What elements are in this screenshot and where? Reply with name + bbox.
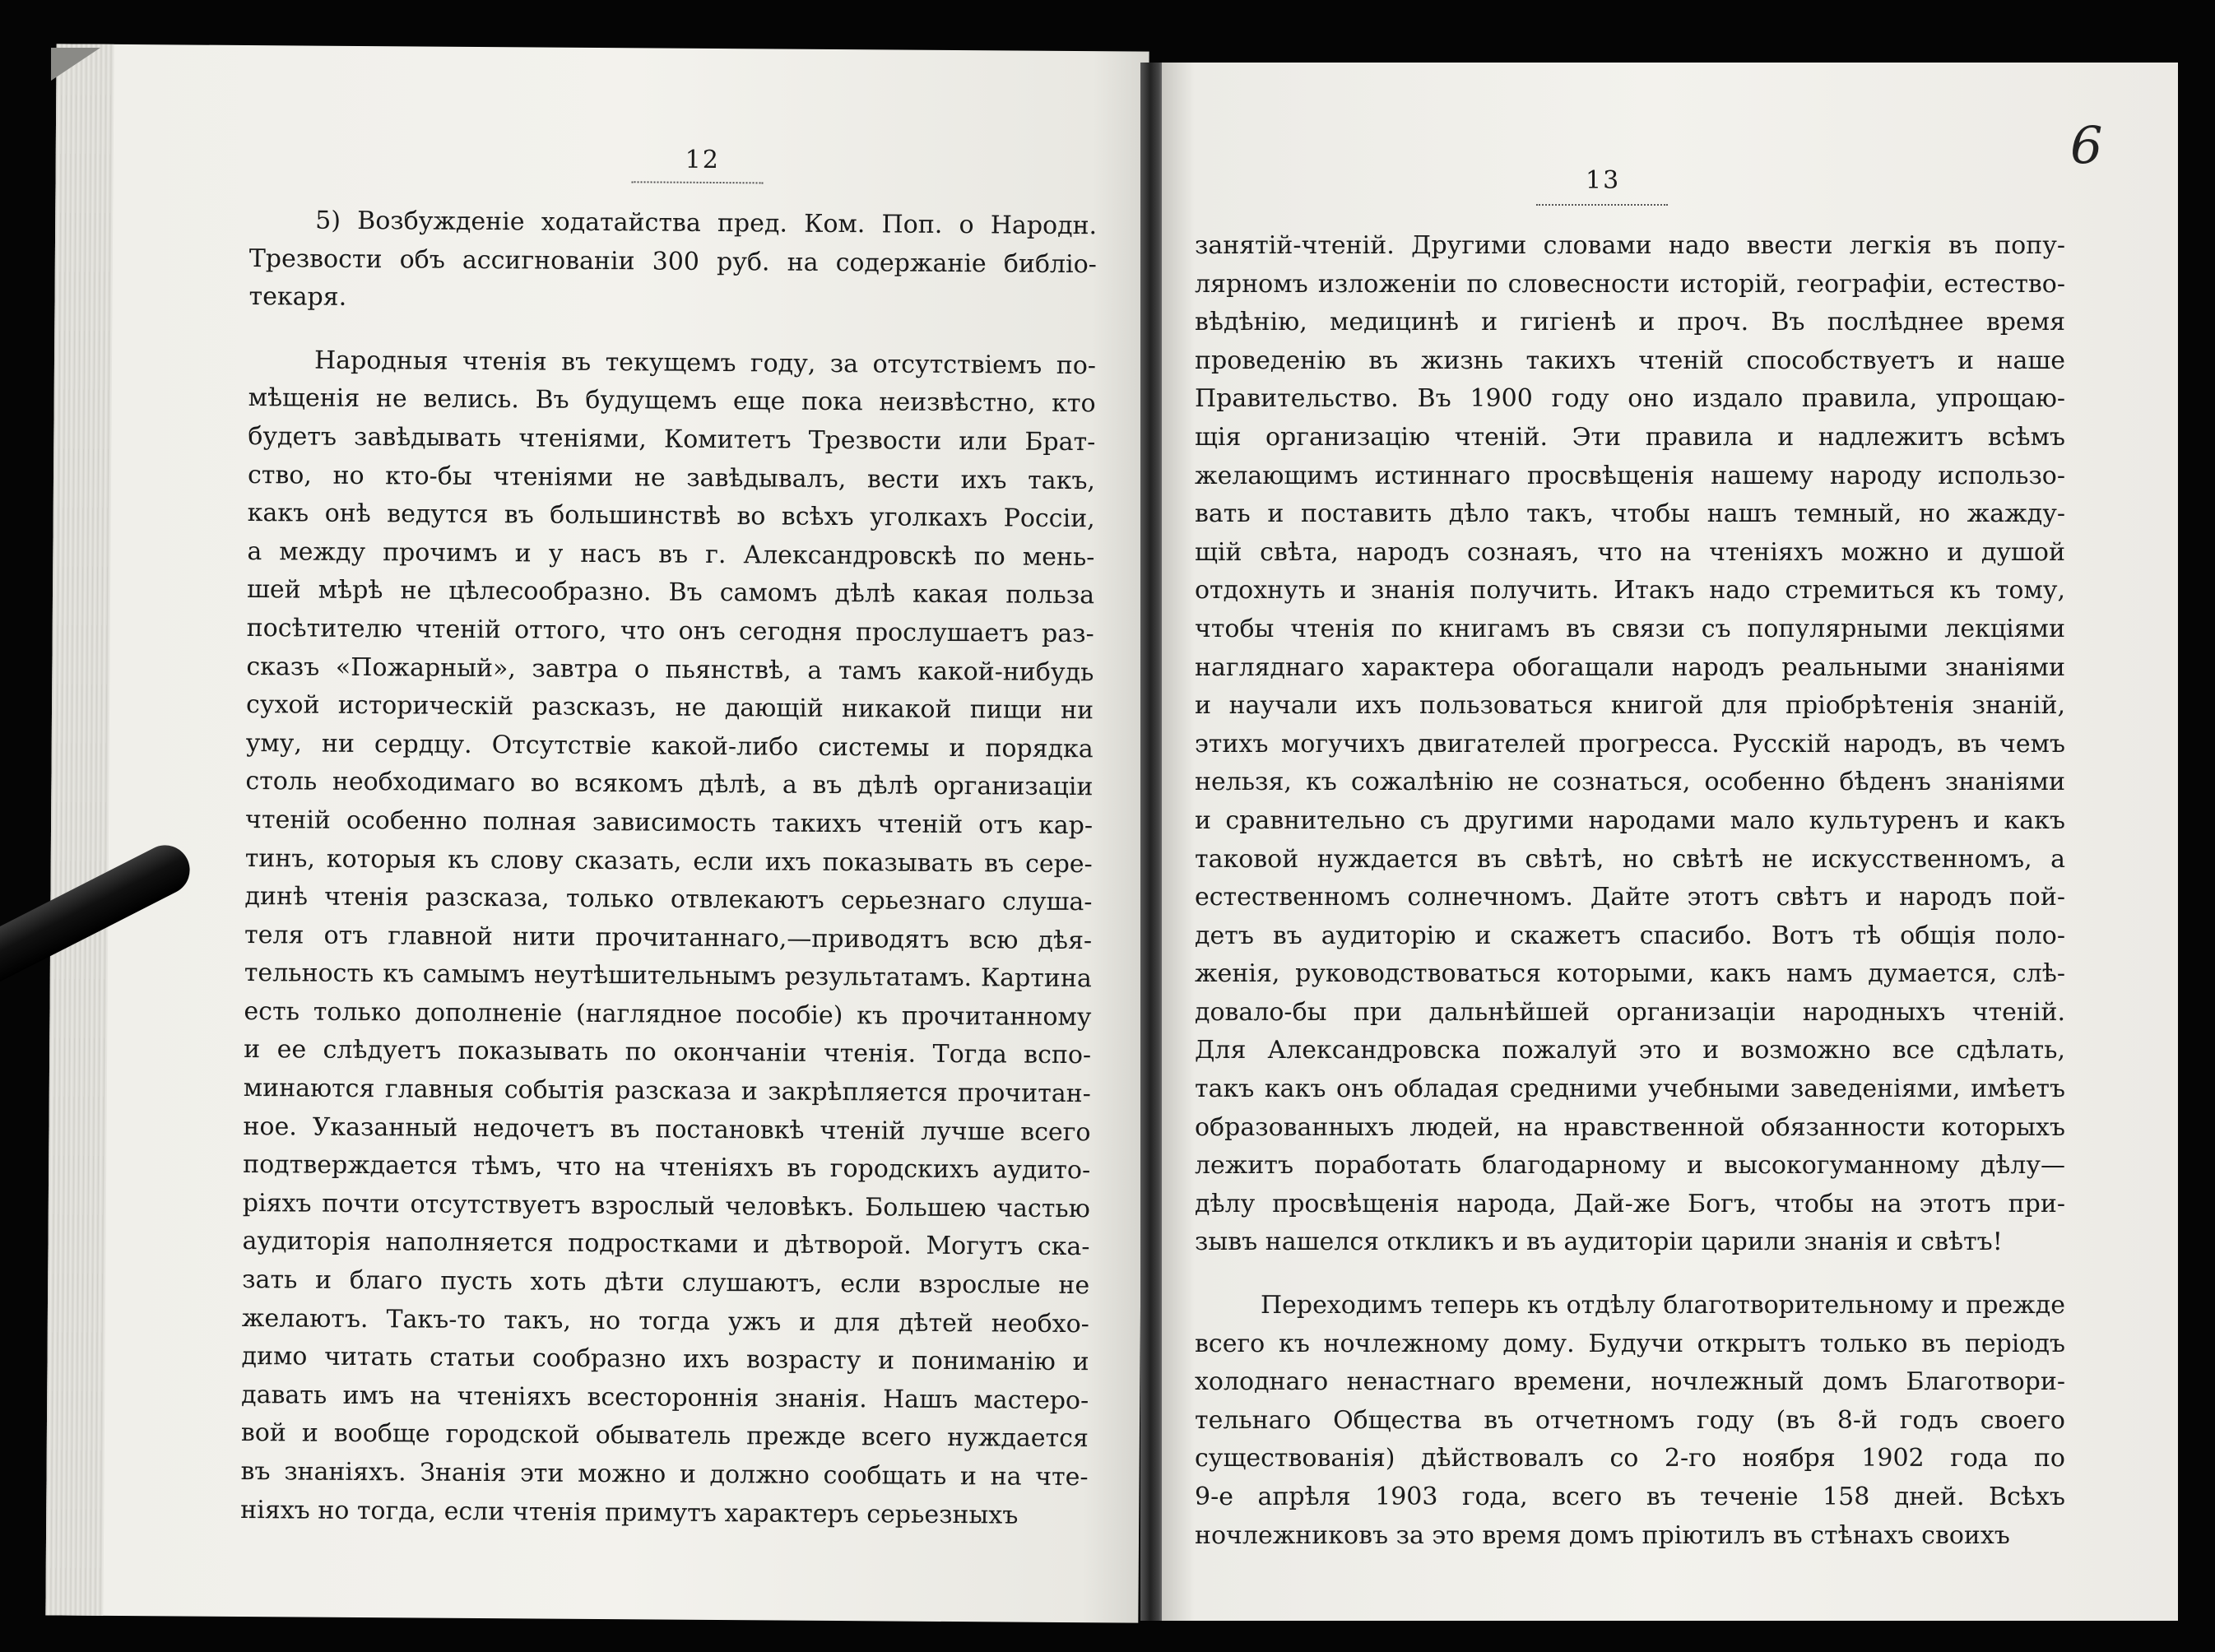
text-line: тельность къ самымъ неутѣшительнымъ результатамъ. Картина xyxy=(244,958,1092,994)
text-line: Трезвости объ ассигнованіи 300 руб. на содержаніе библіо- xyxy=(248,244,1097,279)
text-line: ное. Указанный недочетъ въ постановкѣ чтеній лучше всего xyxy=(243,1111,1091,1147)
text-line: будетъ завѣдывать чтеніями, Комитетъ Трезвости или Брат- xyxy=(248,421,1096,457)
text-line: существованія) дѣйствовалъ со 2-го ноября 1902 года по xyxy=(1195,1444,2065,1473)
text-line: нагляднаго характера обогащали народъ реальными знаніями xyxy=(1195,652,2065,682)
text-line: детъ въ аудиторію и скажетъ спасибо. Вотъ тѣ общія поло- xyxy=(1195,921,2065,950)
text-line: шей мѣрѣ не цѣлесообразно. Въ самомъ дѣлѣ какая польза xyxy=(246,575,1095,610)
text-line: нельзя, къ сожалѣнію не сознаться, особенно бѣденъ знаніями xyxy=(1195,768,2065,797)
text-line: и ее слѣдуетъ показывать по окончаніи чтенія. Тогда вспо- xyxy=(244,1035,1092,1070)
text-line: зывъ нашелся откликъ и въ аудиторіи царили знанія и свѣтъ! xyxy=(1195,1227,2003,1257)
text-line: естественномъ солнечномъ. Дайте этотъ свѣтъ и народъ пой- xyxy=(1195,883,2065,912)
text-line: динѣ чтенія разсказа, только отвлекаютъ серьезнаго слуша- xyxy=(244,882,1093,917)
text-line: всего къ ночлежному дому. Будучи открытъ только въ періодъ xyxy=(1195,1329,2065,1358)
text-line: женія, руководствоваться которыми, какъ намъ думается, слѣ- xyxy=(1195,959,2065,989)
text-line: 9-е апрѣля 1903 года, всего въ теченіе 158 дней. Всѣхъ xyxy=(1195,1483,2065,1511)
text-line: и научали ихъ пользоваться книгой для пріобрѣтенія знаній, xyxy=(1195,691,2065,721)
text-line: дѣлу просвѣщенія народа, Дай-же Богъ, чтобы на этотъ при- xyxy=(1195,1189,2065,1218)
text-line: проведенію въ жизнь такихъ чтеній способствуетъ и наше xyxy=(1195,346,2065,375)
text-line: Правительство. Въ 1900 году оно издало правила, упрощаю- xyxy=(1195,384,2065,414)
text-line: холоднаго ненастнаго времени, ночлежный домъ Благотвори- xyxy=(1195,1367,2065,1397)
text-line: ство, но кто-бы чтеніями не завѣдывалъ, вести ихъ такъ, xyxy=(247,460,1096,495)
page-number-rule-right xyxy=(1536,204,1668,206)
text-line: подтверждается тѣмъ, что на чтеніяхъ въ городскихъ аудито- xyxy=(243,1150,1091,1186)
text-line: столь необходимаго во всякомъ дѣлѣ, а въ дѣлѣ организаціи xyxy=(245,767,1094,802)
text-line: чтеній особенно полная зависимость такихъ чтеній отъ кар- xyxy=(244,805,1094,841)
text-line: вать и поставить дѣло такъ, чтобы нашъ темный, но жажду- xyxy=(1195,499,2065,529)
text-line: теля отъ главной нити прочитаннаго,—приводятъ всю дѣя- xyxy=(244,920,1093,955)
right-page xyxy=(1162,63,2178,1621)
text-line: образованныхъ людей, на нравственной обязанности которыхъ xyxy=(1195,1112,2065,1142)
text-line: ріяхъ почти отсутствуетъ взрослый человѣкъ. Большею частью xyxy=(242,1188,1090,1224)
text-line: сказъ «Пожарный», завтра о пьянствѣ, а тамъ какой-нибудь xyxy=(246,652,1094,687)
text-line: аудиторія наполняется подростками и дѣтворой. Могутъ ска- xyxy=(242,1227,1090,1262)
page-number-left: 12 xyxy=(685,145,721,175)
text-line: отдохнуть и знанія получить. Итакъ надо стремиться къ тому, xyxy=(1195,576,2065,606)
text-line: Переходимъ теперь къ отдѣлу благотворительному и прежде xyxy=(1261,1291,2065,1320)
text-line: минаются главныя событія разсказа и закрѣпляется прочитан- xyxy=(243,1074,1091,1109)
text-line: щія организацію чтеній. Эти правила и надлежитъ всѣмъ xyxy=(1195,422,2065,452)
text-line: желающимъ истиннаго просвѣщенія нашему народу использо- xyxy=(1195,461,2065,490)
text-line: чтобы чтенія по книгамъ въ связи съ популярными лекціями xyxy=(1195,614,2065,643)
text-line: вѣдѣнію, медицинѣ и гигіенѣ и проч. Въ послѣднее время xyxy=(1195,308,2065,337)
text-line: желаютъ. Такъ-то такъ, но тогда ужъ и для дѣтей необхо- xyxy=(241,1303,1089,1339)
text-line: текаря. xyxy=(248,282,347,313)
page-number-rule-left xyxy=(632,181,764,183)
text-line: занятій-чтеній. Другими словами надо ввести легкія въ попу- xyxy=(1195,231,2065,260)
page-edge-stack xyxy=(45,44,114,1615)
text-line: такъ какъ онъ обладая средними учебными заведеніями, имѣетъ xyxy=(1195,1074,2065,1104)
text-line: сухой историческій разсказъ, не дающій никакой пищи ни xyxy=(245,690,1094,726)
text-line: ночлежниковъ за это время домъ пріютилъ въ стѣнахъ своихъ xyxy=(1195,1520,2010,1550)
text-line: таковой нуждается въ свѣтѣ, но свѣтѣ не искусственномъ, а xyxy=(1195,844,2065,874)
left-page xyxy=(45,44,1149,1622)
text-line: уму, ни сердцу. Отсутствіе какой-либо системы и порядка xyxy=(245,728,1094,763)
text-line: зать и благо пусть хоть дѣти слушаютъ, если взрослые не xyxy=(242,1265,1090,1301)
text-line: димо читать статьи сообразно ихъ возрасту и пониманію и xyxy=(241,1342,1089,1377)
text-line: ніяхъ но тогда, если чтенія примутъ характеръ серьезныхъ xyxy=(240,1495,1019,1530)
text-line: Народныя чтенія въ текущемъ году, за отсутствіемъ по- xyxy=(313,346,1097,380)
text-line: есть только дополненіе (наглядное пособіе) къ прочитанному xyxy=(244,996,1092,1032)
text-line: посѣтителю чтеній оттого, что онъ сегодня прослушаетъ раз- xyxy=(246,613,1094,649)
text-line: 5) Возбужденіе ходатайства пред. Ком. Поп. о Народн. xyxy=(315,206,1098,241)
text-line: вой и вообще городской обыватель прежде всего нуждается xyxy=(240,1418,1089,1454)
text-line: въ знаніяхъ. Знанія эти можно и должно сообщать и на чте- xyxy=(240,1456,1089,1492)
text-line: лежитъ поработать благодарному и высокогуманному дѣлу— xyxy=(1195,1151,2065,1181)
text-line: мѣщенія не велись. Въ будущемъ еще пока неизвѣстно, кто xyxy=(248,383,1096,419)
left-page-text xyxy=(240,202,1097,1535)
page-number-right: 13 xyxy=(1586,166,1621,195)
text-line: тельнаго Общества въ отчетномъ году (въ 8-й годъ своего xyxy=(1195,1405,2065,1435)
handwritten-folio-number: 6 xyxy=(2070,115,2103,175)
text-line: этихъ могучихъ двигателей прогресса. Русскій народъ, въ чемъ xyxy=(1195,729,2065,759)
text-line: щій свѣта, народъ сознаяъ, что на чтеніяхъ можно и душой xyxy=(1195,537,2065,567)
text-line: и сравнительно съ другими народами мало культуренъ и какъ xyxy=(1195,805,2065,835)
text-line: давать имъ на чтеніяхъ всестороннія знанія. Нашъ мастеро- xyxy=(241,1380,1089,1415)
text-line: тинъ, которыя къ слову сказать, если ихъ показывать въ сере- xyxy=(244,843,1093,879)
text-line: Для Александровска пожалуй это и возможно все сдѣлать, xyxy=(1195,1036,2065,1065)
text-line: довало-бы при дальнѣйшей организаціи народныхъ чтеній. xyxy=(1195,997,2065,1027)
text-line: а между прочимъ и у насъ въ г. Александровскѣ по мень- xyxy=(247,536,1095,572)
text-line: лярномъ изложеніи по словесности исторій, географіи, естество- xyxy=(1195,269,2065,299)
right-page-text xyxy=(1195,227,2065,1555)
text-line: какъ онѣ ведутся въ большинствѣ во всѣхъ уголкахъ Россіи, xyxy=(247,499,1095,534)
